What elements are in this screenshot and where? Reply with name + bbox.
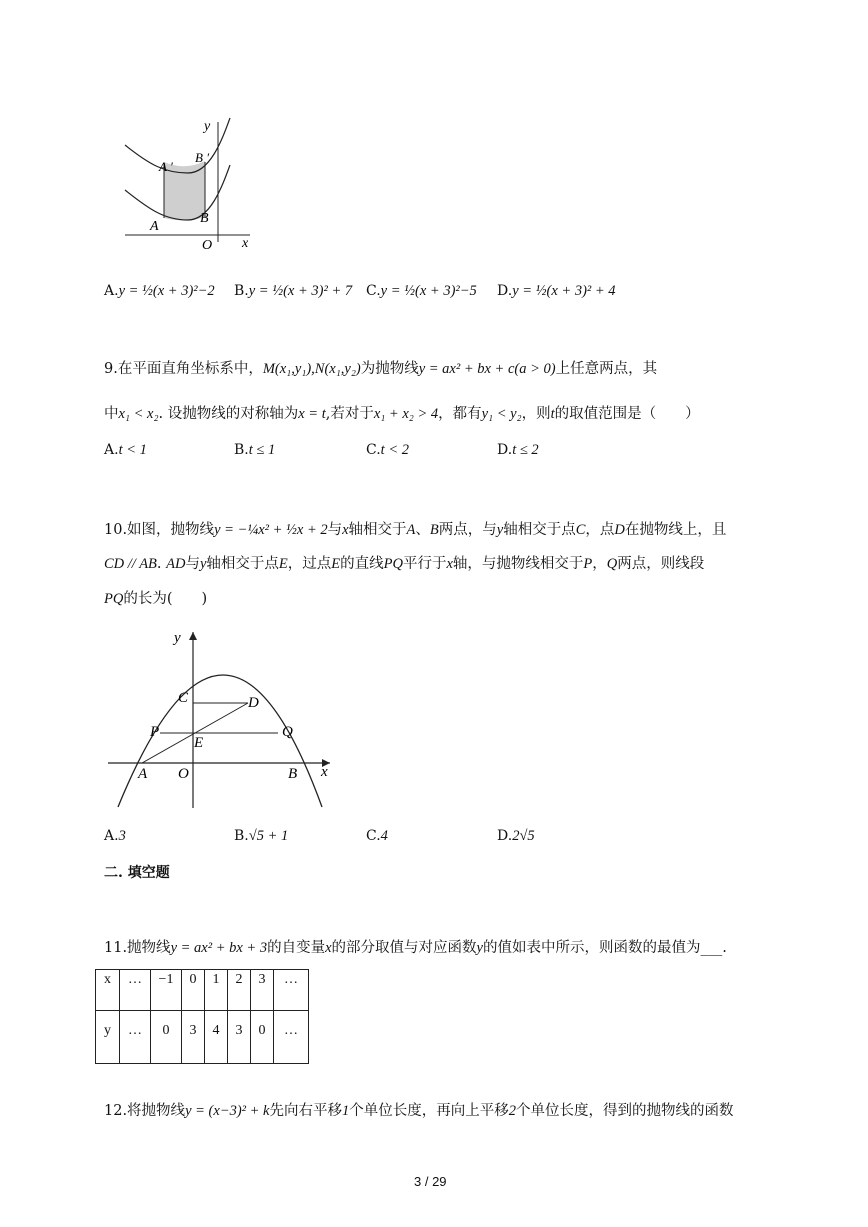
fig2-label-a: A (138, 766, 148, 782)
table-cell: 4 (205, 1011, 228, 1064)
table-cell: y (96, 1011, 120, 1064)
fig1-label-y: y (204, 119, 211, 134)
q11-stem: 11.抛物线y = ax² + bx + 3的自变量x的部分取值与对应函数y的值如表中所示，则函数的最值为___. (104, 940, 727, 956)
q8-option-a[interactable] (104, 283, 215, 300)
q8-option-d-expr: y = ½(x + 3)² + 4 (512, 283, 616, 299)
table-cell: x (96, 970, 120, 1011)
q9-option-b[interactable]: B.t ≤ 1 (234, 442, 276, 458)
table-cell: 1 (205, 970, 228, 1011)
q8-option-a-key: A. (104, 283, 119, 299)
fig2-label-c: C (178, 690, 189, 706)
fig2-label-q: Q (282, 724, 293, 740)
q8-option-c-key: C. (366, 283, 381, 299)
table-row-y (96, 1011, 309, 1064)
figure-parabola-pq (100, 620, 340, 815)
q12-stem: 12.将抛物线y = (x−3)² + k先向右平移1个单位长度，再向上平移2个单位长度，得到的抛物线的函数 (104, 1103, 734, 1119)
fig1-label-a: A (150, 219, 159, 234)
q8-option-c-expr: y = ½(x + 3)²−5 (380, 283, 477, 299)
q9-stem-line1: 9.在平面直角坐标系中，M(x₁,y₁),N(x₁,y₂)为抛物线y = ax² + bx + c(a > 0)上任意两点，其 (104, 361, 658, 377)
table-cell: 3 (251, 970, 274, 1011)
table-cell: 0 (151, 1011, 182, 1064)
q9-option-c[interactable]: C.t < 2 (366, 442, 409, 458)
q8-option-c[interactable] (366, 283, 477, 300)
q10-option-b[interactable]: B.√5 + 1 (234, 828, 289, 844)
fig1-label-x: x (242, 236, 249, 251)
fig2-label-p: P (150, 724, 160, 740)
table-cell: 3 (182, 1011, 205, 1064)
q10-stem-line2: CD // AB. AD与y轴相交于点E，过点E的直线PQ平行于x轴，与抛物线相交于P，Q两点，则线段 (104, 556, 705, 572)
fig2-label-y: y (174, 630, 181, 646)
table-row-x (96, 970, 309, 1011)
table-cell: 0 (182, 970, 205, 1011)
table-cell: 3 (228, 1011, 251, 1064)
fig2-label-x: x (321, 764, 328, 780)
q8-option-b-expr: y = ½(x + 3)² + 7 (248, 283, 353, 299)
page-number: 3 / 29 (414, 1174, 447, 1189)
figure-shifted-parabolas (110, 110, 270, 255)
q11-value-table (95, 969, 309, 1064)
fig1-label-o: O (202, 238, 213, 253)
fig2-label-e: E (194, 735, 204, 751)
fig1-label-b: B (200, 211, 209, 226)
table-cell: −1 (151, 970, 182, 1011)
q10-option-a[interactable]: A.3 (104, 828, 126, 844)
section-heading-fill-in: 二. 填空题 (104, 865, 170, 881)
table-cell: … (120, 970, 151, 1011)
q10-option-d[interactable]: D.2√5 (497, 828, 535, 844)
table-cell: 2 (228, 970, 251, 1011)
table-cell: 0 (251, 1011, 274, 1064)
q8-option-d-key: D. (497, 283, 513, 299)
fig1-label-b-prime: B ′ (195, 150, 210, 165)
fig2-label-b: B (288, 766, 298, 782)
q8-option-d[interactable] (497, 283, 616, 300)
q10-stem-line3: PQ的长为( ) (104, 591, 208, 607)
q10-stem-line1: 10.如图，抛物线y = −¼x² + ½x + 2与x轴相交于A、B两点，与y轴相交于点C，点D在抛物线上，且 (104, 522, 727, 538)
fig2-label-d: D (248, 695, 259, 711)
table-cell: … (120, 1011, 151, 1064)
q9-option-a[interactable]: A.t < 1 (104, 442, 147, 458)
q9-option-d[interactable]: D.t ≤ 2 (497, 442, 539, 458)
q8-option-b[interactable] (234, 283, 352, 300)
q8-option-a-expr: y = ½(x + 3)²−2 (118, 283, 215, 299)
q9-stem-line2: 中x₁ < x₂. 设抛物线的对称轴为x = t,若对于x₁ + x₂ > 4，都有y₁ < y₂，则t的取值范围是（ ） (104, 406, 700, 422)
q10-option-c[interactable]: C.4 (366, 828, 388, 844)
table-cell: … (274, 1011, 309, 1064)
fig1-label-a-prime: A ′ (159, 159, 173, 174)
q8-option-b-key: B. (234, 283, 249, 299)
table-cell: … (274, 970, 309, 1011)
fig2-label-o: O (178, 766, 189, 782)
